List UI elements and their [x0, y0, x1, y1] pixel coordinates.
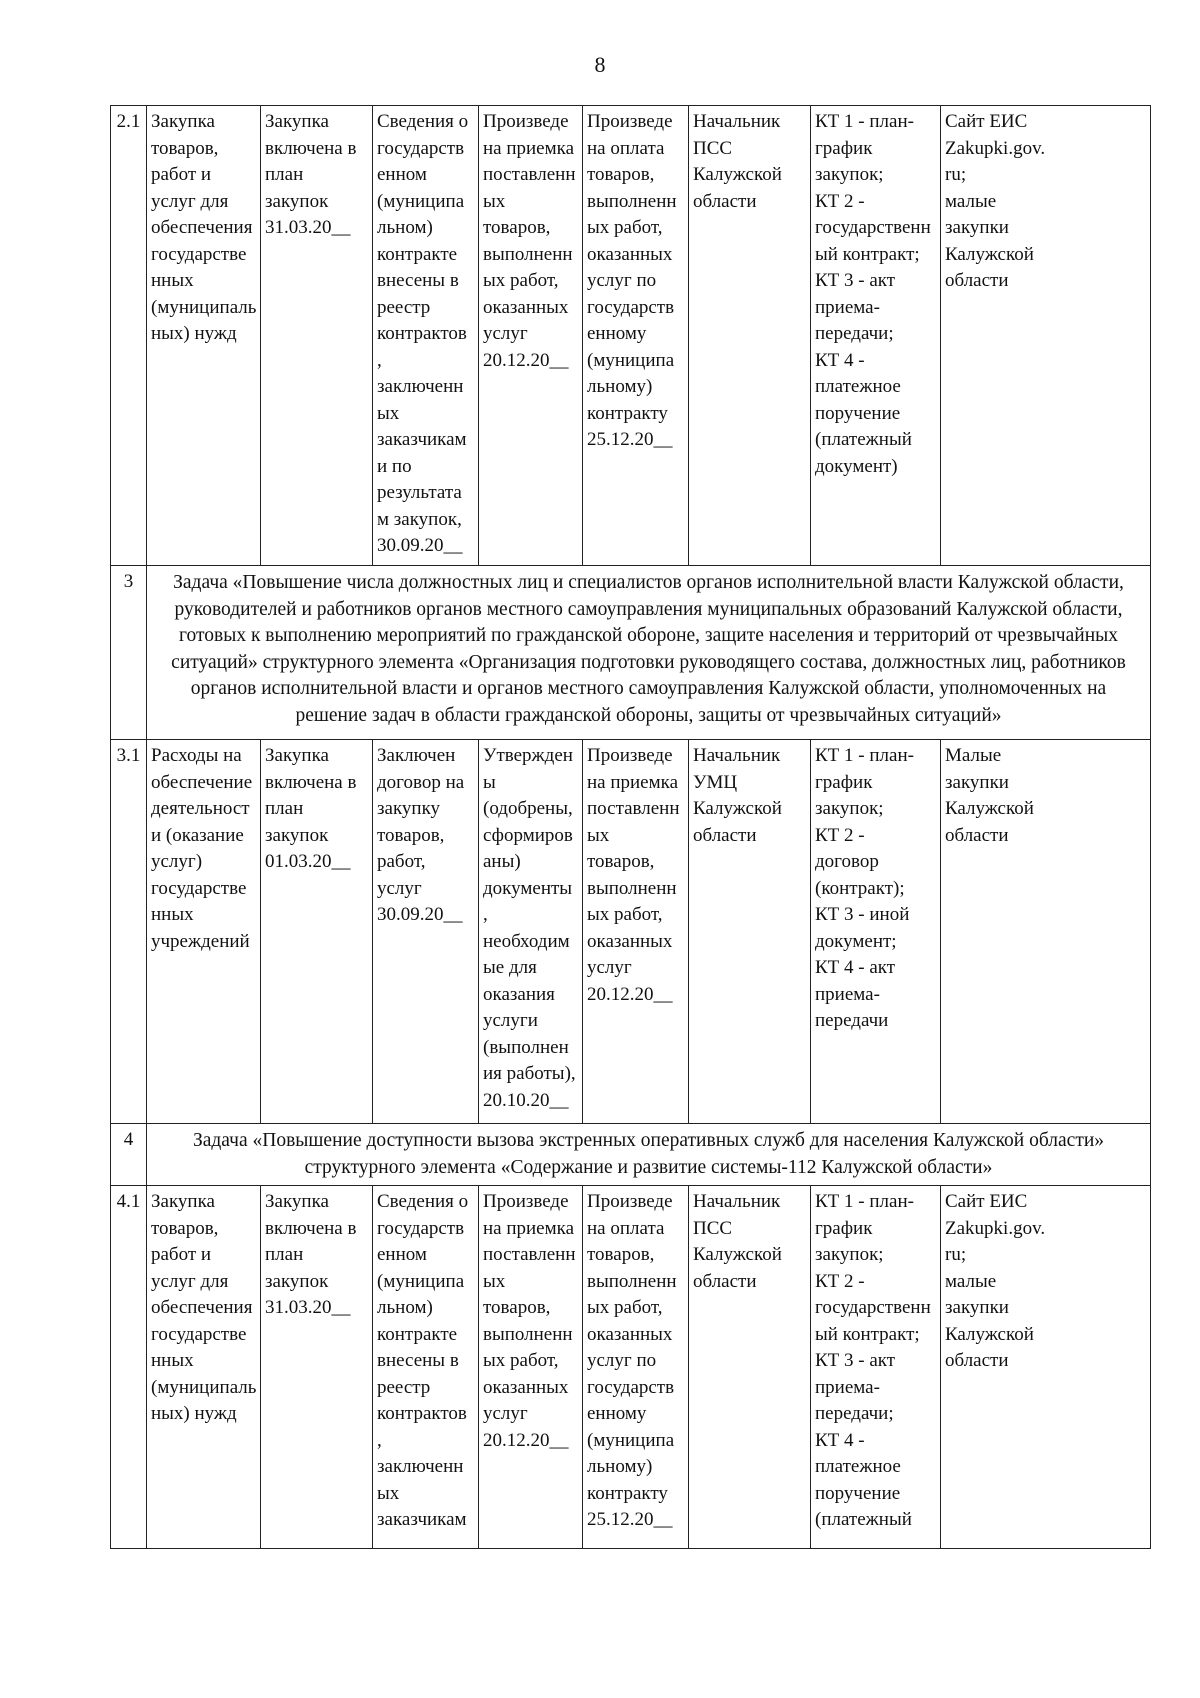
- cell-text-line: (платежный: [815, 1509, 912, 1530]
- cell-text-line: государств: [587, 1376, 675, 1398]
- cell-text-line: Начальник: [693, 1191, 781, 1212]
- cell-text-line: 31.03.20__: [265, 1297, 351, 1318]
- row-number: 4: [111, 1124, 147, 1186]
- cell-text-line: поставленн: [587, 798, 680, 819]
- row-number: 3.1: [111, 740, 147, 1124]
- cell-responsible: [689, 1186, 811, 1549]
- cell-text-line: 01.03.20__: [265, 851, 351, 872]
- cell-name: [147, 106, 261, 566]
- cell-event-4: [583, 106, 689, 566]
- cell-text-line: Закупка: [151, 1191, 215, 1212]
- cell-text-line: ru;: [945, 1244, 967, 1265]
- cell-text-line: 30.09.20__: [377, 535, 463, 556]
- cell-text-line: льному): [587, 1456, 653, 1477]
- cell-text-line: области: [693, 824, 757, 846]
- cell-text-line: ых работ,: [587, 217, 663, 238]
- cell-text-line: реестр: [377, 296, 431, 318]
- table-row: [111, 1186, 1151, 1549]
- cell-text-line: выполненн: [587, 1270, 677, 1292]
- cell-text-line: КТ 2 -: [815, 824, 865, 846]
- cell-event-1: [261, 740, 373, 1124]
- cell-text-line: товаров,: [587, 1244, 655, 1265]
- cell-text-line: енному: [587, 1403, 647, 1424]
- cell-text-line: товаров,: [483, 1297, 551, 1318]
- cell-text-line: Калужской: [945, 243, 1034, 265]
- cell-text-line: малые: [945, 1270, 997, 1292]
- cell-text-line: КТ 1 - план-: [815, 745, 914, 766]
- cell-info-system: [941, 1186, 1151, 1549]
- cell-text-line: заказчикам: [377, 429, 467, 450]
- cell-text-line: льному): [587, 376, 653, 397]
- cell-text-line: 30.09.20__: [377, 904, 463, 925]
- cell-text-line: Начальник: [693, 111, 781, 132]
- cell-text-line: оказанных: [587, 1323, 673, 1345]
- cell-event-3: [479, 106, 583, 566]
- cell-info-system: [941, 740, 1151, 1124]
- cell-text-line: ых: [587, 824, 610, 846]
- cell-text-line: области: [693, 1270, 757, 1292]
- cell-text-line: поручение: [815, 402, 901, 424]
- cell-text-line: ru;: [945, 164, 967, 185]
- cell-text-line: КТ 3 - иной: [815, 904, 910, 925]
- cell-text-line: оказанных: [483, 1376, 569, 1398]
- cell-control-points: [811, 106, 941, 566]
- cell-text-line: ых: [377, 402, 400, 424]
- cell-text-line: передачи: [815, 1010, 889, 1031]
- cell-text-line: документы: [483, 877, 573, 899]
- cell-text-line: государств: [377, 137, 465, 159]
- cell-event-1: [261, 1186, 373, 1549]
- cell-text-line: Начальник: [693, 745, 781, 766]
- cell-text-line: енному: [587, 323, 647, 344]
- cell-text-line: на оплата: [587, 1217, 665, 1239]
- cell-text-line: нных: [151, 270, 194, 291]
- cell-text-line: документ;: [815, 930, 897, 952]
- cell-control-points: [811, 740, 941, 1124]
- cell-text-line: КТ 4 -: [815, 1429, 865, 1451]
- cell-text-line: план: [265, 798, 304, 819]
- cell-text-line: включена в: [265, 771, 357, 793]
- cell-text-line: обеспечения: [151, 1297, 253, 1318]
- task-text: Задача «Повышение числа должностных лиц и специалистов органов исполнительной власти Калужской области, руководителей и работников органов местного самоуправления муниципальных образований Калужской области, готовых к выполнению мероприятий по гражданской обороне, защите населения и территорий от чрезвычайных ситуаций» структурного элемента «Организация подготовки руководящего состава, должностных лиц, работников органов исполнительной власти и органов местного самоуправления Калужской области, уполномоченных на решение задач в области гражданской обороны, защиты от чрезвычайных ситуаций»: [147, 566, 1151, 740]
- cell-text-line: государственн: [815, 217, 931, 238]
- cell-text-line: ый контракт;: [815, 243, 920, 265]
- cell-text-line: внесены в: [377, 1350, 459, 1371]
- table-body: [111, 106, 1151, 1549]
- cell-text-line: поставленн: [483, 1244, 576, 1265]
- cell-text-line: заключенн: [377, 1456, 464, 1477]
- cell-text-line: договор: [815, 851, 879, 872]
- cell-text-line: Заключен: [377, 745, 456, 766]
- cell-text-line: приема-: [815, 1376, 880, 1398]
- cell-info-system: [941, 106, 1151, 566]
- cell-text-line: Закупка: [265, 1191, 329, 1212]
- cell-text-line: государстве: [151, 1323, 247, 1345]
- cell-text-line: льном): [377, 217, 433, 238]
- cell-text-line: ных) нужд: [151, 323, 237, 344]
- cell-text-line: государстве: [151, 243, 247, 265]
- cell-text-line: ы: [483, 771, 496, 793]
- cell-text-line: закупок;: [815, 164, 884, 185]
- cell-event-2: [373, 740, 479, 1124]
- cell-text-line: контракте: [377, 243, 458, 265]
- cell-text-line: контракту: [587, 402, 668, 424]
- cell-text-line: обеспечение: [151, 771, 253, 793]
- task-text: Задача «Повышение доступности вызова экстренных оперативных служб для населения Калужской области» структурного элемента «Содержание и развитие системы-112 Калужской области»: [147, 1124, 1151, 1186]
- cell-text-line: (муниципаль: [151, 296, 257, 318]
- cell-text-line: выполненн: [483, 243, 573, 265]
- cell-text-line: обеспечения: [151, 217, 253, 238]
- cell-text-line: документ): [815, 455, 898, 477]
- cell-text-line: Сайт ЕИС: [945, 111, 1028, 132]
- cell-text-line: ых работ,: [483, 270, 559, 291]
- cell-text-line: ия работы),: [483, 1063, 576, 1084]
- cell-text-line: (одобрены,: [483, 798, 573, 819]
- cell-text-line: КТ 4 -: [815, 349, 865, 371]
- cell-text-line: закупки: [945, 1297, 1009, 1318]
- cell-text-line: Калужской: [945, 1323, 1034, 1345]
- cell-text-line: закупок;: [815, 798, 884, 819]
- cell-text-line: 20.10.20__: [483, 1089, 569, 1111]
- cell-text-line: ых работ,: [587, 1297, 663, 1318]
- cell-text-line: Сведения о: [377, 111, 469, 132]
- cell-text-line: товаров,: [587, 164, 655, 185]
- cell-text-line: ых работ,: [587, 904, 663, 925]
- cell-text-line: Калужской: [945, 798, 1034, 819]
- cell-text-line: закупки: [945, 217, 1009, 238]
- cell-text-line: государств: [587, 296, 675, 318]
- cell-text-line: сформиров: [483, 824, 573, 846]
- cell-text-line: нных: [151, 904, 194, 925]
- cell-event-2: [373, 1186, 479, 1549]
- cell-text-line: 25.12.20__: [587, 429, 673, 450]
- cell-text-line: план: [265, 164, 304, 185]
- cell-text-line: услуг: [587, 957, 632, 978]
- cell-text-line: Закупка: [151, 111, 215, 132]
- cell-text-line: ый контракт;: [815, 1323, 920, 1345]
- cell-text-line: нных: [151, 1350, 194, 1371]
- cell-text-line: закупок: [265, 824, 329, 846]
- cell-text-line: учреждений: [151, 930, 250, 952]
- cell-text-line: (контракт);: [815, 877, 905, 899]
- cell-text-line: малые: [945, 190, 997, 212]
- cell-text-line: заказчикам: [377, 1509, 467, 1530]
- cell-text-line: 31.03.20__: [265, 217, 351, 238]
- cell-text-line: заключенн: [377, 376, 464, 397]
- cell-text-line: и (оказание: [151, 824, 244, 846]
- cell-text-line: КТ 2 -: [815, 190, 865, 212]
- cell-text-line: области: [693, 190, 757, 212]
- cell-text-line: поручение: [815, 1482, 901, 1504]
- cell-text-line: платежное: [815, 1456, 901, 1477]
- cell-event-2: [373, 106, 479, 566]
- cell-text-line: ых: [483, 190, 506, 212]
- cell-text-line: 20.12.20__: [483, 349, 569, 371]
- cell-text-line: (муниципа: [377, 190, 465, 212]
- cell-text-line: УМЦ: [693, 771, 738, 793]
- cell-text-line: КТ 3 - акт: [815, 270, 896, 291]
- cell-text-line: услуг по: [587, 270, 657, 291]
- cell-text-line: деятельност: [151, 798, 250, 819]
- cell-text-line: реестр: [377, 1376, 431, 1398]
- cell-text-line: на приемка: [587, 771, 679, 793]
- cell-text-line: выполненн: [483, 1323, 573, 1345]
- cell-text-line: области: [945, 270, 1009, 291]
- cell-text-line: работ и: [151, 164, 212, 185]
- cell-text-line: КТ 1 - план-: [815, 1191, 914, 1212]
- row-number: 3: [111, 566, 147, 740]
- cell-text-line: выполненн: [587, 190, 677, 212]
- cell-text-line: включена в: [265, 137, 357, 159]
- cell-text-line: закупку: [377, 798, 441, 819]
- cell-text-line: включена в: [265, 1217, 357, 1239]
- cell-text-line: товаров,: [483, 217, 551, 238]
- cell-text-line: Произведе: [483, 1191, 569, 1212]
- cell-text-line: оказанных: [587, 243, 673, 265]
- cell-text-line: услуг для: [151, 190, 229, 212]
- cell-text-line: Произведе: [587, 745, 673, 766]
- cell-text-line: государственн: [815, 1297, 931, 1318]
- cell-text-line: (муниципаль: [151, 1376, 257, 1398]
- cell-text-line: платежное: [815, 376, 901, 397]
- cell-text-line: КТ 4 - акт: [815, 957, 896, 978]
- cell-event-4: [583, 1186, 689, 1549]
- cell-text-line: товаров,: [151, 137, 219, 159]
- cell-text-line: Расходы на: [151, 745, 242, 766]
- cell-text-line: график: [815, 771, 873, 793]
- cell-text-line: поставленн: [483, 164, 576, 185]
- cell-text-line: ых работ,: [483, 1350, 559, 1371]
- cell-text-line: передачи;: [815, 323, 894, 344]
- task-row: [111, 566, 1151, 740]
- cell-text-line: ых: [483, 1270, 506, 1292]
- cell-text-line: услуг: [483, 1403, 528, 1424]
- cell-text-line: аны): [483, 851, 521, 872]
- cell-text-line: Произведе: [587, 111, 673, 132]
- cell-text-line: Малые: [945, 745, 1002, 766]
- cell-text-line: приема-: [815, 296, 880, 318]
- cell-text-line: Сайт ЕИС: [945, 1191, 1028, 1212]
- measures-table: [110, 105, 1151, 1549]
- cell-text-line: оказания: [483, 983, 555, 1005]
- cell-text-line: график: [815, 1217, 873, 1239]
- cell-responsible: [689, 106, 811, 566]
- cell-text-line: на приемка: [483, 137, 575, 159]
- cell-text-line: приема-: [815, 983, 880, 1005]
- cell-text-line: необходим: [483, 930, 570, 952]
- cell-text-line: Произведе: [483, 111, 569, 132]
- cell-text-line: Калужской: [693, 1244, 782, 1265]
- cell-text-line: КТ 3 - акт: [815, 1350, 896, 1371]
- cell-text-line: товаров,: [377, 824, 445, 846]
- cell-text-line: енном: [377, 164, 427, 185]
- cell-text-line: ых: [377, 1482, 400, 1504]
- cell-text-line: закупок: [265, 1270, 329, 1292]
- cell-event-1: [261, 106, 373, 566]
- cell-text-line: Произведе: [587, 1191, 673, 1212]
- cell-text-line: ных) нужд: [151, 1403, 237, 1424]
- row-number: 2.1: [111, 106, 147, 566]
- table-row: [111, 106, 1151, 566]
- cell-text-line: услуг: [377, 877, 422, 899]
- page-number: 8: [594, 52, 606, 77]
- cell-text-line: контракте: [377, 1323, 458, 1345]
- cell-text-line: енном: [377, 1244, 427, 1265]
- cell-text-line: ,: [483, 904, 488, 925]
- cell-text-line: контрактов: [377, 323, 467, 344]
- cell-text-line: Закупка: [265, 745, 329, 766]
- cell-text-line: КТ 1 - план-: [815, 111, 914, 132]
- table-row: [111, 740, 1151, 1124]
- cell-text-line: области: [945, 824, 1009, 846]
- cell-text-line: (платежный: [815, 429, 912, 450]
- cell-name: [147, 1186, 261, 1549]
- cell-text-line: работ,: [377, 851, 426, 872]
- cell-text-line: работ и: [151, 1244, 212, 1265]
- cell-text-line: оказанных: [587, 930, 673, 952]
- cell-control-points: [811, 1186, 941, 1549]
- cell-text-line: график: [815, 137, 873, 159]
- cell-text-line: услуг по: [587, 1350, 657, 1371]
- cell-event-3: [479, 740, 583, 1124]
- cell-text-line: услуги: [483, 1010, 538, 1031]
- cell-text-line: план: [265, 1244, 304, 1265]
- cell-text-line: Калужской: [693, 798, 782, 819]
- cell-text-line: Zakupki.gov.: [945, 137, 1046, 159]
- cell-text-line: м закупок,: [377, 508, 462, 530]
- cell-event-3: [479, 1186, 583, 1549]
- cell-text-line: товаров,: [151, 1217, 219, 1239]
- cell-text-line: оказанных: [483, 296, 569, 318]
- cell-text-line: ,: [377, 1429, 382, 1451]
- cell-text-line: и по: [377, 455, 412, 477]
- cell-responsible: [689, 740, 811, 1124]
- cell-text-line: на оплата: [587, 137, 665, 159]
- cell-text-line: ПСС: [693, 137, 733, 159]
- cell-text-line: (выполнен: [483, 1036, 569, 1058]
- row-number: 4.1: [111, 1186, 147, 1549]
- cell-text-line: закупок: [265, 190, 329, 212]
- cell-text-line: ые для: [483, 957, 537, 978]
- cell-text-line: 20.12.20__: [587, 983, 673, 1005]
- task-row: [111, 1124, 1151, 1186]
- cell-text-line: государств: [377, 1217, 465, 1239]
- cell-text-line: на приемка: [483, 1217, 575, 1239]
- cell-text-line: товаров,: [587, 851, 655, 872]
- cell-text-line: Утвержден: [483, 745, 573, 766]
- cell-text-line: результата: [377, 482, 462, 503]
- cell-text-line: передачи;: [815, 1403, 894, 1424]
- cell-text-line: (муниципа: [587, 1429, 675, 1451]
- cell-text-line: услуг): [151, 851, 203, 872]
- cell-text-line: внесены в: [377, 270, 459, 291]
- cell-text-line: государстве: [151, 877, 247, 899]
- cell-text-line: (муниципа: [377, 1270, 465, 1292]
- cell-text-line: 25.12.20__: [587, 1509, 673, 1530]
- cell-name: [147, 740, 261, 1124]
- cell-text-line: Калужской: [693, 164, 782, 185]
- cell-text-line: контракту: [587, 1482, 668, 1504]
- cell-text-line: закупок;: [815, 1244, 884, 1265]
- cell-text-line: Закупка: [265, 111, 329, 132]
- cell-text-line: ПСС: [693, 1217, 733, 1239]
- cell-text-line: выполненн: [587, 877, 677, 899]
- cell-text-line: (муниципа: [587, 349, 675, 371]
- cell-text-line: услуг: [483, 323, 528, 344]
- cell-text-line: льном): [377, 1297, 433, 1318]
- cell-event-4: [583, 740, 689, 1124]
- cell-text-line: области: [945, 1350, 1009, 1371]
- cell-text-line: контрактов: [377, 1403, 467, 1424]
- cell-text-line: 20.12.20__: [483, 1429, 569, 1451]
- cell-text-line: КТ 2 -: [815, 1270, 865, 1292]
- cell-text-line: Zakupki.gov.: [945, 1217, 1046, 1239]
- cell-text-line: ,: [377, 349, 382, 371]
- cell-text-line: Сведения о: [377, 1191, 469, 1212]
- cell-text-line: закупки: [945, 771, 1009, 793]
- cell-text-line: услуг для: [151, 1270, 229, 1292]
- cell-text-line: договор на: [377, 771, 465, 793]
